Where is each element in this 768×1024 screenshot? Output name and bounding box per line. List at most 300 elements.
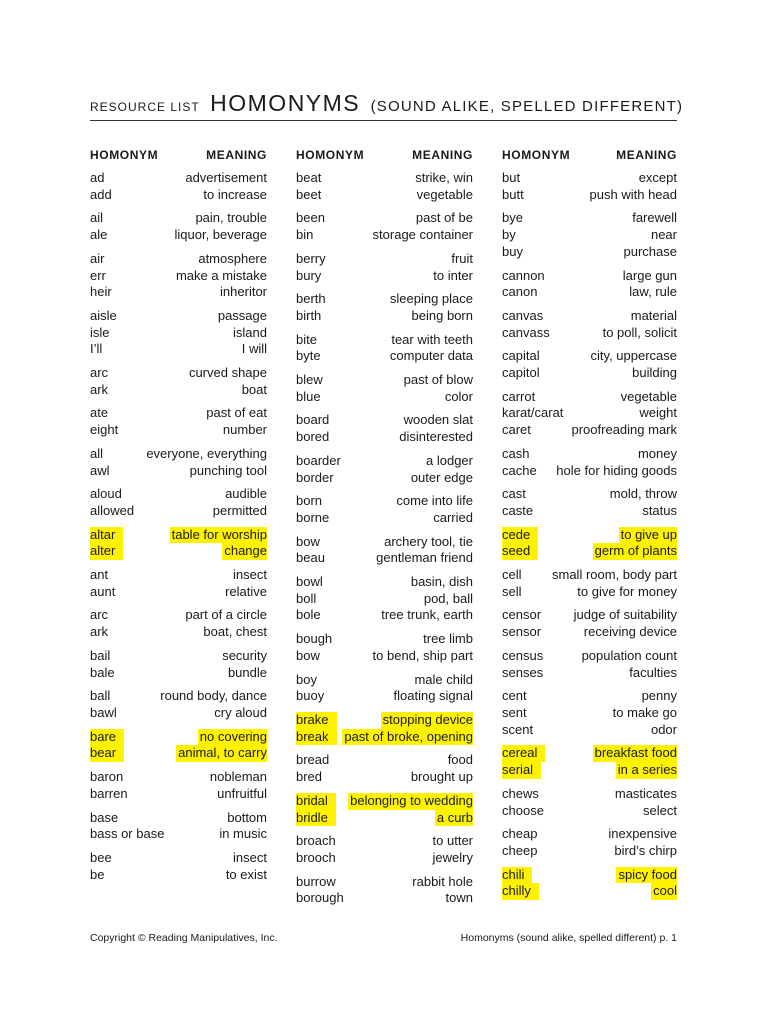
homonym-word: blew <box>296 372 323 388</box>
homonym-word: I’ll <box>90 341 103 357</box>
homonym-word: baron <box>90 769 124 785</box>
homonym-word: berry <box>296 250 326 266</box>
homonym-row <box>502 463 677 480</box>
homonym-row <box>502 826 677 843</box>
homonym-row <box>502 284 677 301</box>
homonym-meaning: push with head <box>589 186 677 202</box>
homonym-groups <box>90 170 267 883</box>
homonym-group <box>502 786 677 819</box>
homonym-word: sell <box>502 583 522 599</box>
homonym-word: scent <box>502 721 534 737</box>
homonym-group <box>502 268 677 301</box>
homonym-word: heir <box>90 284 112 300</box>
homonym-row <box>502 170 677 187</box>
homonym-group <box>296 874 473 907</box>
homonym-row <box>502 365 677 382</box>
homonym-word: beet <box>296 186 322 202</box>
homonym-word: all <box>90 445 104 461</box>
homonym-meaning: stopping device <box>382 711 473 727</box>
homonym-word: sensor <box>502 624 542 640</box>
homonym-meaning: part of a circle <box>185 607 267 623</box>
homonym-groups <box>502 170 677 900</box>
homonym-word: bass or base <box>90 826 165 842</box>
homonym-word: bowl <box>296 574 323 590</box>
homonym-meaning: atmosphere <box>198 250 267 266</box>
homonym-meaning: island <box>233 324 267 340</box>
homonym-row <box>90 665 267 682</box>
homonym-word: borne <box>296 509 330 525</box>
homonym-meaning: farewell <box>632 210 677 226</box>
homonym-group <box>90 850 267 883</box>
homonym-row <box>90 867 267 884</box>
homonym-word: air <box>90 250 105 266</box>
homonym-meaning: liquor, beverage <box>174 227 267 243</box>
homonym-group <box>502 170 677 203</box>
homonym-meaning: carried <box>433 509 473 525</box>
homonym-meaning: color <box>444 388 473 404</box>
homonym-row <box>90 486 267 503</box>
homonym-row <box>296 268 473 285</box>
page-footer: Homonyms (sound alike, spelled different) p. 1 <box>460 932 677 944</box>
homonym-word: chili <box>502 867 532 884</box>
homonym-word: arc <box>90 607 109 623</box>
homonym-row <box>90 850 267 867</box>
homonym-meaning: bundle <box>227 664 267 680</box>
homonym-row <box>502 648 677 665</box>
homonym-word: altar <box>90 527 123 544</box>
homonym-row <box>296 607 473 624</box>
homonym-group <box>502 308 677 341</box>
column-header <box>296 146 473 164</box>
homonym-meaning: belonging to wedding <box>350 792 473 808</box>
homonym-word: bawl <box>90 704 117 720</box>
homonym-row <box>296 187 473 204</box>
homonym-meaning: punching tool <box>189 462 267 478</box>
homonym-word: borough <box>296 890 344 906</box>
resource-list-label: RESOURCE LIST <box>90 100 200 114</box>
homonym-word: buy <box>502 243 523 259</box>
copyright-footer: Copyright © Reading Manipulatives, Inc. <box>90 932 278 944</box>
homonym-word: broach <box>296 833 336 849</box>
homonym-row <box>90 503 267 520</box>
homonym-group <box>502 348 677 381</box>
homonym-row <box>90 325 267 342</box>
homonym-group <box>296 412 473 445</box>
homonym-meaning: passage <box>217 307 267 323</box>
homonym-word: boarder <box>296 452 341 468</box>
homonym-meaning: bottom <box>227 809 267 825</box>
homonym-group <box>90 769 267 802</box>
homonym-word: byte <box>296 348 321 364</box>
homonym-group <box>296 793 473 826</box>
homonym-meaning: number <box>222 422 267 438</box>
homonym-word: awl <box>90 462 110 478</box>
homonym-meaning: jewelry <box>432 849 473 865</box>
homonym-row <box>296 833 473 850</box>
homonym-word: break <box>296 729 337 746</box>
homonym-word: bee <box>90 849 112 865</box>
homonym-meaning: pain, trouble <box>195 210 267 226</box>
homonym-word: isle <box>90 324 110 340</box>
homonym-word: blue <box>296 388 321 404</box>
homonym-group <box>296 453 473 486</box>
homonym-group <box>90 251 267 301</box>
homonym-row <box>502 422 677 439</box>
homonym-word: cache <box>502 462 537 478</box>
homonym-row <box>296 769 473 786</box>
homonym-meaning: penny <box>641 688 677 704</box>
homonym-row <box>90 584 267 601</box>
homonym-word: canon <box>502 284 538 300</box>
homonym-group <box>90 527 267 560</box>
homonym-word: bin <box>296 227 314 243</box>
homonym-word: bye <box>502 210 523 226</box>
homonym-row <box>90 268 267 285</box>
homonym-meaning: sleeping place <box>389 291 473 307</box>
homonym-word: bite <box>296 331 317 347</box>
homonym-word: barren <box>90 785 128 801</box>
homonym-word: bred <box>296 769 323 785</box>
homonym-word: ate <box>90 405 109 421</box>
homonym-word: census <box>502 647 544 663</box>
title-divider <box>90 120 677 121</box>
homonym-word: ark <box>90 624 109 640</box>
homonym-word: chews <box>502 785 539 801</box>
homonym-meaning: animal, to carry <box>178 745 267 761</box>
homonym-word: boy <box>296 671 317 687</box>
homonym-meaning: relative <box>225 583 267 599</box>
homonym-word: ail <box>90 210 104 226</box>
homonym-word: canvas <box>502 307 544 323</box>
homonym-meaning: odor <box>650 721 677 737</box>
homonym-word: beau <box>296 550 325 566</box>
homonym-group <box>502 446 677 479</box>
homonym-header: HOMONYM <box>502 148 571 162</box>
homonym-meaning: judge of suitability <box>573 607 677 623</box>
homonym-row <box>296 631 473 648</box>
homonym-row <box>502 843 677 860</box>
homonym-row <box>296 672 473 689</box>
homonym-word: bridal <box>296 793 336 810</box>
homonym-meaning: permitted <box>212 502 267 518</box>
homonym-group <box>502 867 677 900</box>
homonym-meaning: mold, throw <box>609 486 677 502</box>
homonym-word: senses <box>502 664 544 680</box>
homonym-meaning: inexpensive <box>608 826 677 842</box>
homonym-meaning: boat, chest <box>203 624 267 640</box>
homonym-group <box>502 527 677 560</box>
homonym-row <box>90 365 267 382</box>
homonym-group <box>90 729 267 762</box>
homonym-word: bread <box>296 752 330 768</box>
homonym-meaning: vegetable <box>416 186 473 202</box>
homonym-meaning: select <box>643 802 677 818</box>
homonym-word: caret <box>502 422 531 438</box>
homonym-word: border <box>296 469 334 485</box>
homonym-word: cereal <box>502 745 545 762</box>
homonym-row <box>296 170 473 187</box>
homonym-word: bough <box>296 631 333 647</box>
homonym-meaning: to exist <box>225 866 267 882</box>
homonym-row <box>296 688 473 705</box>
meaning-header: MEANING <box>616 148 677 162</box>
homonym-word: canvass <box>502 324 550 340</box>
homonym-row <box>502 722 677 739</box>
homonym-meaning: floating signal <box>393 688 473 704</box>
homonym-row <box>502 348 677 365</box>
homonym-word: seed <box>502 543 538 560</box>
homonym-row <box>296 210 473 227</box>
homonym-meaning: spicy food <box>618 866 677 882</box>
homonym-word: choose <box>502 802 544 818</box>
homonym-meaning: cool <box>653 883 677 899</box>
homonym-row <box>502 786 677 803</box>
homonym-group <box>90 210 267 243</box>
homonym-word: capitol <box>502 365 540 381</box>
homonym-word: ark <box>90 381 109 397</box>
homonym-row <box>90 170 267 187</box>
homonym-meaning: proofreading mark <box>571 422 677 438</box>
meaning-header: MEANING <box>206 148 267 162</box>
homonym-row <box>90 422 267 439</box>
homonym-meaning: past of blow <box>403 372 473 388</box>
column-header <box>90 146 267 164</box>
homonym-word: brake <box>296 712 337 729</box>
homonym-row <box>296 752 473 769</box>
homonym-word: born <box>296 493 323 509</box>
homonym-meaning: law, rule <box>629 284 677 300</box>
homonym-meaning: receiving device <box>583 624 677 640</box>
homonym-word: bear <box>90 745 124 762</box>
homonym-column-3 <box>502 146 677 900</box>
homonym-word: base <box>90 809 119 825</box>
homonym-word: cent <box>502 688 527 704</box>
homonym-meaning: to give for money <box>577 583 677 599</box>
homonym-meaning: small room, body part <box>552 567 677 583</box>
homonym-row <box>296 389 473 406</box>
homonym-meaning: table for worship <box>171 526 267 542</box>
homonym-word: ale <box>90 227 108 243</box>
homonym-word: allowed <box>90 502 135 518</box>
homonym-meaning: in a series <box>617 762 677 778</box>
homonym-meaning: tree trunk, earth <box>381 607 473 623</box>
title-homonyms: HOMONYMS <box>210 90 361 116</box>
homonym-meaning: cry aloud <box>214 704 267 720</box>
homonym-word: cheep <box>502 842 538 858</box>
homonym-meaning: building <box>632 365 677 381</box>
homonym-group <box>90 607 267 640</box>
homonym-meaning: wooden slat <box>403 412 473 428</box>
homonym-meaning: unfruitful <box>217 785 267 801</box>
homonym-row <box>296 348 473 365</box>
homonym-word: cell <box>502 567 522 583</box>
homonym-column-1 <box>90 146 267 883</box>
homonym-row <box>502 688 677 705</box>
meaning-header: MEANING <box>412 148 473 162</box>
homonym-meaning: inheritor <box>220 284 267 300</box>
homonym-meaning: town <box>445 890 473 906</box>
homonym-meaning: storage container <box>372 227 473 243</box>
homonym-word: butt <box>502 186 524 202</box>
homonym-group <box>296 574 473 624</box>
homonym-row <box>90 648 267 665</box>
homonym-group <box>296 251 473 284</box>
homonym-row <box>296 793 473 810</box>
homonym-word: cast <box>502 486 526 502</box>
homonym-row <box>296 550 473 567</box>
homonym-word: chilly <box>502 883 539 900</box>
homonym-row <box>90 810 267 827</box>
homonym-row <box>502 210 677 227</box>
homonym-group <box>296 210 473 243</box>
homonym-row <box>90 688 267 705</box>
homonym-word: beat <box>296 170 322 185</box>
homonym-word: capital <box>502 348 540 364</box>
homonym-meaning: male child <box>414 671 473 687</box>
homonym-column-2 <box>296 146 473 907</box>
homonym-meaning: archery tool, tie <box>384 533 473 549</box>
homonym-meaning: to utter <box>432 833 473 849</box>
homonym-meaning: a curb <box>436 809 473 825</box>
homonym-group <box>502 210 677 260</box>
homonym-row <box>90 705 267 722</box>
column-header <box>502 146 677 164</box>
homonym-word: cede <box>502 527 538 544</box>
homonym-row <box>296 890 473 907</box>
homonym-group <box>90 810 267 843</box>
homonym-meaning: audible <box>225 486 267 502</box>
homonym-row <box>90 308 267 325</box>
homonym-row <box>502 883 677 900</box>
homonym-word: berth <box>296 291 326 307</box>
homonym-meaning: everyone, everything <box>146 445 267 461</box>
homonym-meaning: boat <box>241 381 267 397</box>
homonym-word: alter <box>90 543 123 560</box>
homonym-group <box>90 308 267 358</box>
homonym-meaning: nobleman <box>209 769 267 785</box>
homonym-meaning: curved shape <box>188 365 267 381</box>
homonym-meaning: germ of plants <box>594 543 677 559</box>
homonym-group <box>502 688 677 738</box>
homonym-meaning: insect <box>233 849 267 865</box>
homonym-row <box>296 874 473 891</box>
homonym-row <box>502 665 677 682</box>
homonym-group <box>90 688 267 721</box>
homonym-word: birth <box>296 307 322 323</box>
homonym-row <box>90 227 267 244</box>
homonym-meaning: basin, dish <box>410 574 473 590</box>
homonym-meaning: strike, win <box>415 170 473 185</box>
homonym-group <box>296 672 473 705</box>
homonym-row <box>502 762 677 779</box>
homonym-meaning: faculties <box>629 664 677 680</box>
homonym-group <box>296 534 473 567</box>
homonym-meaning: population count <box>581 647 677 663</box>
homonym-row <box>90 382 267 399</box>
homonym-word: ball <box>90 688 111 704</box>
homonym-meaning: past of broke, opening <box>344 728 473 744</box>
homonym-meaning: tree limb <box>423 631 473 647</box>
homonym-row <box>296 648 473 665</box>
homonym-meaning: I will <box>241 341 267 357</box>
homonym-word: bow <box>296 533 320 549</box>
homonym-group <box>296 493 473 526</box>
homonym-row <box>296 412 473 429</box>
homonym-row <box>90 527 267 544</box>
homonym-word: censor <box>502 607 542 623</box>
homonym-group <box>296 372 473 405</box>
homonym-row <box>502 325 677 342</box>
homonym-row <box>502 187 677 204</box>
homonym-row <box>296 729 473 746</box>
homonym-word: been <box>296 210 325 226</box>
homonym-meaning: to give up <box>620 526 677 542</box>
homonym-row <box>90 769 267 786</box>
homonym-group <box>296 332 473 365</box>
homonym-row <box>90 607 267 624</box>
homonym-word: add <box>90 186 112 202</box>
homonym-meaning: brought up <box>410 769 473 785</box>
homonym-row <box>296 574 473 591</box>
homonym-word: aloud <box>90 486 122 502</box>
homonym-group <box>90 446 267 479</box>
homonym-word: sent <box>502 704 527 720</box>
homonym-meaning: status <box>642 502 677 518</box>
homonym-row <box>90 543 267 560</box>
homonym-row <box>90 284 267 301</box>
homonym-row <box>90 624 267 641</box>
homonym-meaning: city, uppercase <box>590 348 677 364</box>
homonym-word: cheap <box>502 826 538 842</box>
homonym-meaning: rabbit hole <box>412 873 473 889</box>
homonym-word: bare <box>90 729 124 746</box>
homonym-group <box>502 567 677 600</box>
homonym-row <box>502 308 677 325</box>
homonym-row <box>90 463 267 480</box>
homonym-meaning: bird’s chirp <box>614 842 677 858</box>
homonym-meaning: breakfast food <box>594 745 677 761</box>
homonym-meaning: gentleman friend <box>376 550 473 566</box>
homonym-word: but <box>502 170 521 185</box>
homonym-word: board <box>296 412 330 428</box>
homonym-meaning: vegetable <box>620 388 677 404</box>
homonym-group <box>90 567 267 600</box>
homonym-word: carrot <box>502 388 536 404</box>
homonym-meaning: past of eat <box>206 405 267 421</box>
homonym-meaning: a lodger <box>426 452 473 468</box>
homonym-row <box>90 729 267 746</box>
homonym-row <box>296 850 473 867</box>
homonym-group <box>296 752 473 785</box>
homonym-group <box>502 389 677 439</box>
homonym-row <box>502 543 677 560</box>
homonym-meaning: weight <box>639 405 677 421</box>
homonym-row <box>296 534 473 551</box>
homonym-row <box>90 251 267 268</box>
homonym-meaning: money <box>637 445 677 461</box>
homonym-meaning: come into life <box>396 493 473 509</box>
homonym-meaning: near <box>650 227 677 243</box>
homonym-group <box>296 170 473 203</box>
homonym-word: burrow <box>296 873 336 889</box>
homonym-row <box>296 493 473 510</box>
homonym-meaning: large gun <box>622 267 677 283</box>
homonym-row <box>296 591 473 608</box>
homonym-word: arc <box>90 365 109 381</box>
homonym-meaning: to poll, solicit <box>602 324 677 340</box>
homonym-meaning: change <box>224 543 267 559</box>
homonym-meaning: to increase <box>203 186 267 202</box>
